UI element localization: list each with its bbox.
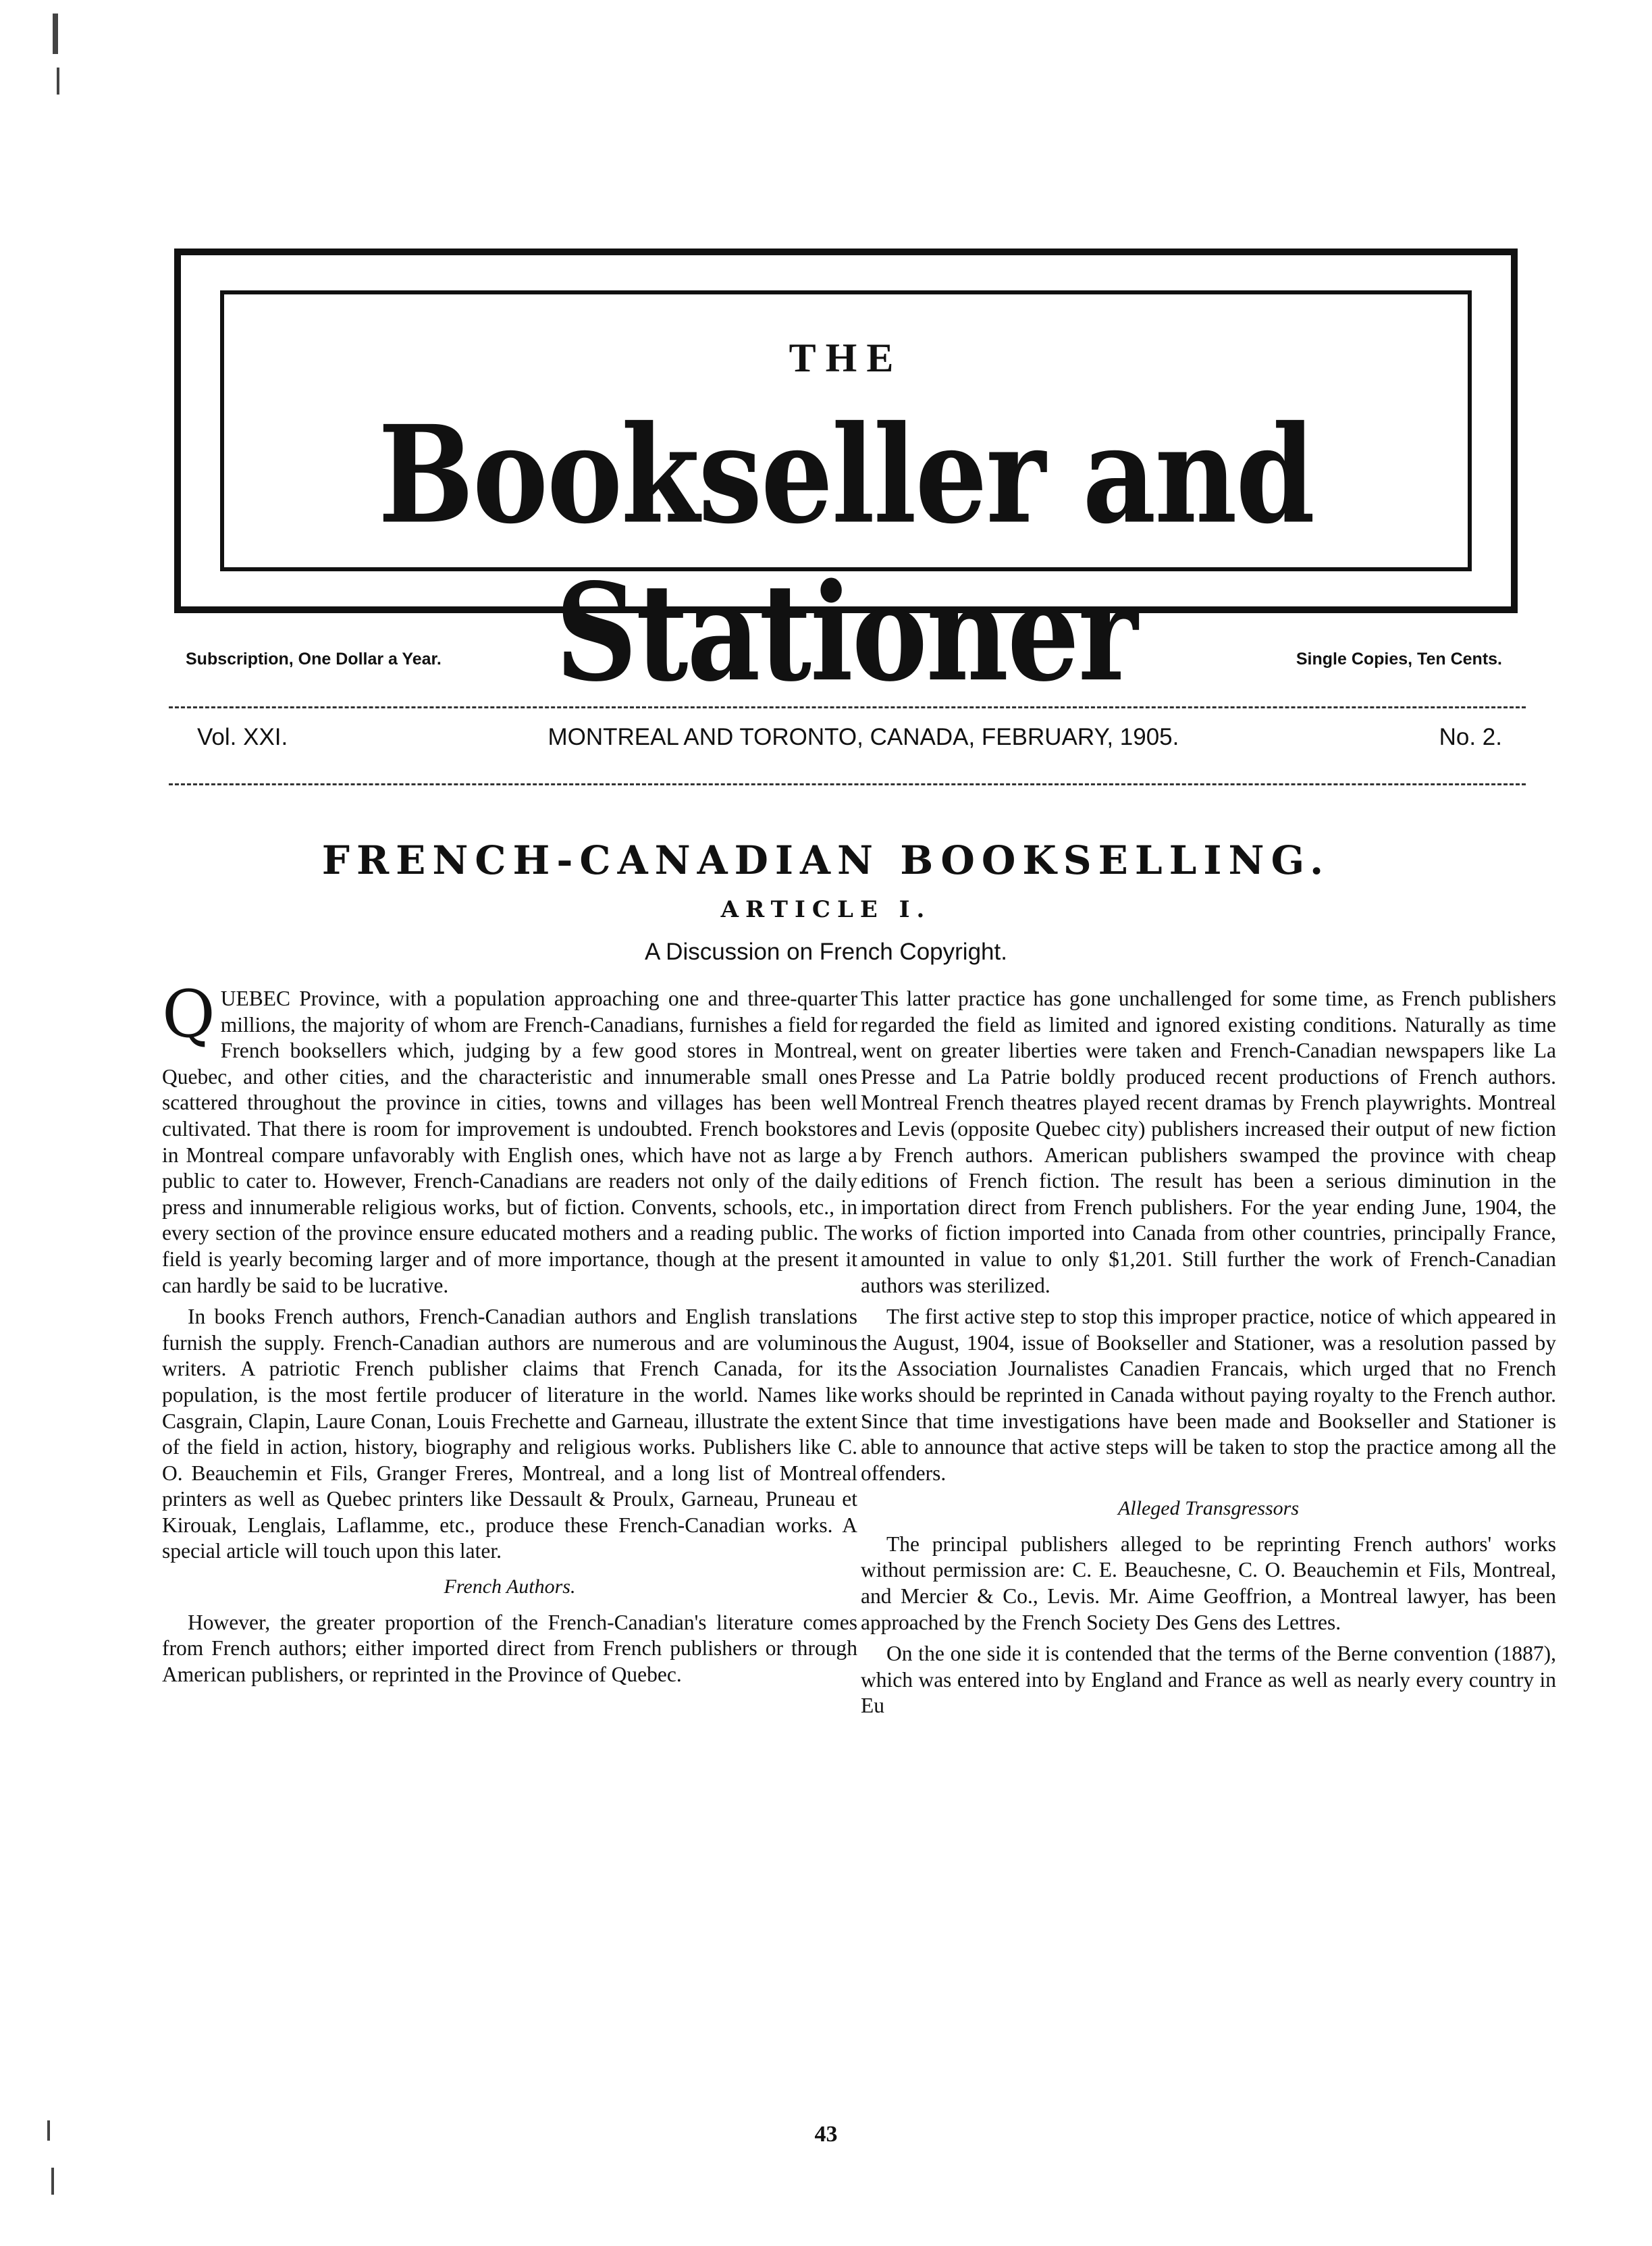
- issue-line: [197, 724, 1502, 751]
- paragraph: The first active step to stop this improper practice, notice of which appeared in the August, 1904, issue of Bookseller and Stationer, was a resolution passed by the Association Journalistes Canadien Francais, which urged that no French works should be reprinted in Canada without paying royalty to the French author. Since that time investigations have been made and Bookseller and Stationer is able to announce that active steps will be taken to stop the practice among all the offenders.: [861, 1305, 1556, 1485]
- left-column: [162, 986, 857, 2107]
- scan-speck: [53, 14, 58, 54]
- issue-number: No. 2.: [1439, 724, 1502, 750]
- paragraph-text: UEBEC Province, with a population approaching one and three-quarter millions, the majority of whom are French-Canadians, furnishes a field for French booksellers which, judging by a few good stores in Montreal, Quebec, and other cities, and the characteristic and innumerable small ones scattered throughout the province in cities, towns and villages has been well cultivated. That there is room for improvement is undoubted. French bookstores in Montreal compare unfavorably with English ones, which have not as large a public to cater to. However, French-Canadians are readers not only of the daily press and innumerable religious works, but of fiction. Convents, schools, etc., in every section of the province ensure educated mothers and a reading public. The field is yearly becoming larger and of more importance, though at the present it can hardly be said to be lucrative.: [162, 987, 857, 1297]
- paragraph: On the one side it is contended that the terms of the Berne convention (1887), which was entered into by England and France as well as nearly every country in Eu: [861, 1642, 1556, 1718]
- article-headline: FRENCH-CANADIAN BOOKSELLING.: [321, 837, 1331, 883]
- paragraph: In books French authors, French-Canadian authors and English translations furnish the supply. French-Canadian authors are numerous and are voluminous writers. A patriotic French publisher claims that French Canada, for its population, is the most fertile producer of literature in the world. Names like Casgrain, Clapin, Laure Conan, Louis Frechette and Garneau, illustrate the extent of the field in action, history, biography and religious works. Publishers like C. O. Beauchemin et Fils, Granger Freres, Montreal, and a long list of Montreal printers as well as Quebec printers like Dessault & Proulx, Garneau, Pruneau et Kirouak, Lenglais, Laflamme, etc., produce these French-Canadian works. A special article will touch upon this later.: [162, 1305, 857, 1563]
- scan-speck: [57, 68, 59, 95]
- masthead-title: Bookseller and Stationer: [378, 396, 1314, 712]
- article-subtitle: A Discussion on French Copyright.: [645, 939, 1007, 965]
- subscription-price: Subscription, One Dollar a Year.: [186, 650, 442, 669]
- drop-cap: Q: [162, 986, 215, 1052]
- right-column: [861, 986, 1556, 2107]
- paragraph: This latter practice has gone unchallenged for some time, as French publishers regarded the field as limited and ignored existing conditions. Naturally as time went on greater liberties were taken and French-Canadian newspapers like La Presse and La Patrie boldly produced recent productions of French authors. Montreal French theatres played recent dramas by French playwrights. Montreal and Levis (opposite Quebec city) publishers increased their output of new fiction by French authors. American publishers swamped the province with cheap editions of French fiction. The result has been a serious diminution in the importation direct from French publishers. For the year ending June, 1904, the works of fiction imported into Canada from other countries, principally France, amounted in value to only $1,201. Still further the work of French-Canadian authors was sterilized.: [861, 987, 1556, 1297]
- scan-speck: [51, 2168, 54, 2195]
- volume-number: Vol. XXI.: [197, 724, 288, 750]
- divider-bottom: [169, 783, 1526, 785]
- page-number: 43: [814, 2122, 838, 2147]
- scan-speck: [47, 2120, 50, 2141]
- place-date: MONTREAL AND TORONTO, CANADA, FEBRUARY, 1905.: [548, 724, 1179, 750]
- article-label: ARTICLE I.: [720, 896, 932, 923]
- paragraph: The principal publishers alleged to be reprinting French authors' works without permission are: C. E. Beauchesne, C. O. Beauchemin et Fils, Montreal, and Mercier & Co., Levis. Mr. Aime Geoffrion, a Montreal lawyer, has been approached by the French Society Des Gens des Lettres.: [861, 1532, 1556, 1634]
- subscription-line: [186, 650, 1502, 669]
- single-copy-price: Single Copies, Ten Cents.: [1296, 650, 1502, 669]
- section-heading: French Authors.: [444, 1575, 576, 1598]
- section-heading: Alleged Transgressors: [1117, 1497, 1300, 1520]
- masthead-the: THE: [789, 336, 903, 380]
- paragraph: However, the greater proportion of the French-Canadian's literature comes from French authors; either imported direct from French publishers or through American publishers, or reprinted in the Province of Quebec.: [162, 1610, 857, 1686]
- divider-top: [169, 706, 1526, 708]
- paragraph: [162, 986, 857, 1299]
